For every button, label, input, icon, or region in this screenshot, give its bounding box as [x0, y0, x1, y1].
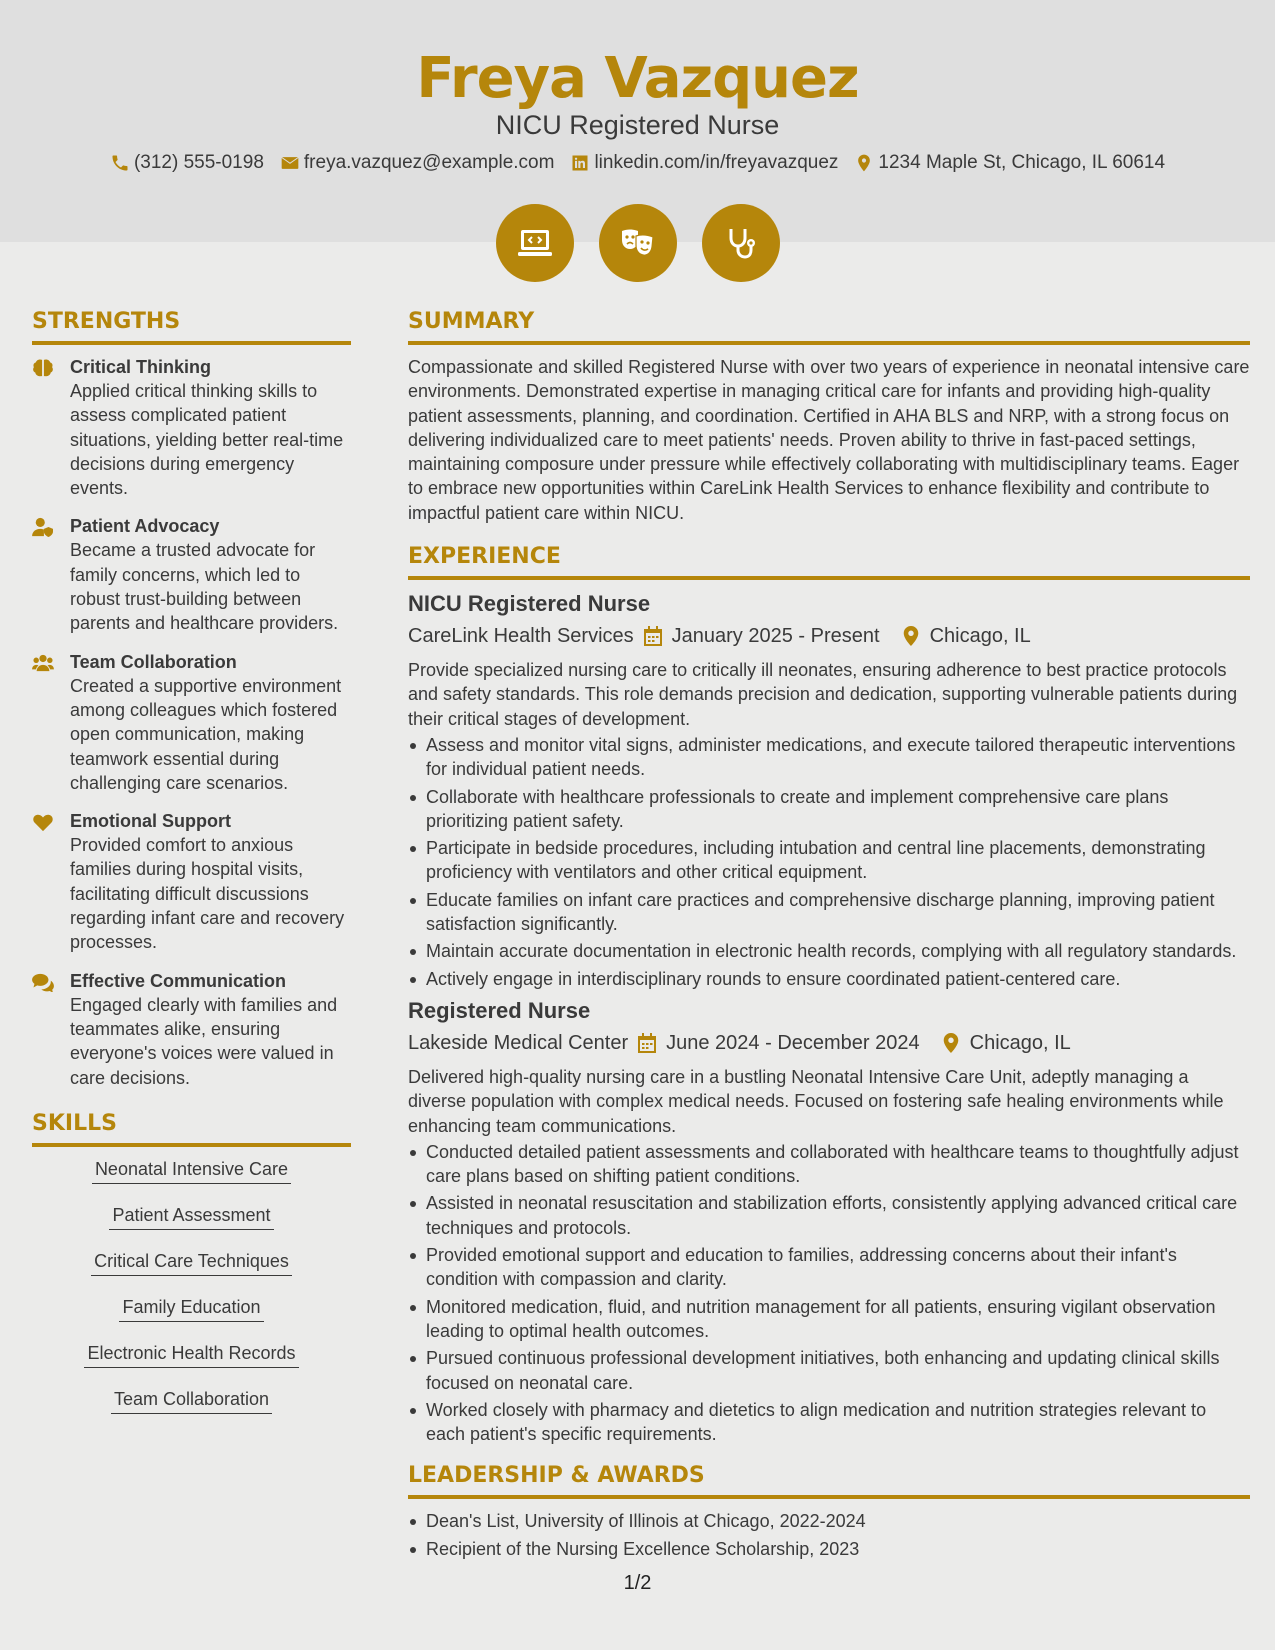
- job-description: Provide specialized nursing care to critically ill neonates, ensuring adherence to best practice protocols and safety standards. This role demands precision and dedication, supporting vulnerable patients during their critical stages of development.: [408, 660, 1238, 729]
- skill-item: Neonatal Intensive Care: [92, 1157, 291, 1184]
- strength-name: Team Collaboration: [70, 651, 237, 672]
- linkedin-icon: [570, 153, 590, 173]
- awards-heading: LEADERSHIP & AWARDS: [408, 1462, 1250, 1499]
- right-column: [408, 308, 1250, 1564]
- strength-desc: Created a supportive environment among colleagues which fostered open communication, making teamwork essential during challenging care scenarios.: [70, 675, 342, 793]
- job-title: Registered Nurse: [408, 997, 591, 1023]
- summary-heading: SUMMARY: [408, 308, 1250, 345]
- location-pin-icon: [854, 153, 874, 173]
- calendar-icon: [638, 1033, 656, 1053]
- email-text[interactable]: freya.vazquez@example.com: [303, 152, 555, 173]
- strength-desc: Provided comfort to anxious families during hospital visits, facilitating difficult discussions regarding infant care and recovery processes.: [70, 835, 345, 953]
- heart-icon: [32, 812, 54, 832]
- user-shield-icon: [32, 517, 54, 537]
- strength-desc: Applied critical thinking skills to assess complicated patient situations, yielding better real-time decisions during emergency events.: [70, 381, 344, 499]
- left-column: [32, 308, 351, 1433]
- contact-email: [280, 152, 555, 174]
- users-icon: [32, 653, 54, 673]
- experience-heading: EXPERIENCE: [408, 543, 1250, 580]
- laptop-code-badge: [496, 204, 574, 282]
- bullet-item: Monitored medication, fluid, and nutrition management for all patients, ensuring vigilant observation leading to optimal health outcomes.: [408, 1295, 1250, 1344]
- strength-desc: Became a trusted advocate for family concerns, which led to robust trust-building between parents and healthcare providers.: [70, 540, 339, 634]
- job-company: CareLink Health Services: [408, 625, 634, 648]
- award-item: Recipient of the Nursing Excellence Scholarship, 2023: [408, 1537, 1250, 1561]
- page-indicator: 1/2: [623, 1572, 652, 1594]
- stethoscope-badge: [702, 204, 780, 282]
- strength-item: [32, 650, 351, 795]
- skills-heading: SKILLS: [32, 1110, 351, 1147]
- strength-name: Emotional Support: [70, 811, 231, 832]
- strength-item: [32, 969, 351, 1090]
- strength-name: Patient Advocacy: [70, 516, 220, 537]
- awards-list: [408, 1509, 1250, 1561]
- job-title: NICU Registered Nurse: [408, 591, 651, 617]
- job-entry: [408, 997, 1250, 1446]
- job-description: Delivered high-quality nursing care in a bustling Neonatal Intensive Care Unit, adeptly managing a diverse population with complex medical needs. Focused on fostering safe healing environments while enhancing team communications.: [408, 1066, 1224, 1136]
- location-pin-icon: [942, 1033, 960, 1053]
- job-location: Chicago, IL: [969, 1031, 1071, 1054]
- bullet-item: Worked closely with pharmacy and dietetics to align medication and nutrition strategies relevant to each patient's specific requirements.: [408, 1398, 1250, 1447]
- bullet-item: Assisted in neonatal resuscitation and stabilization efforts, consistently applying advanced critical care techniques and protocols.: [408, 1191, 1250, 1240]
- strength-item: [32, 514, 351, 635]
- contact-phone: [110, 152, 264, 174]
- contact-linkedin: [570, 152, 838, 174]
- strength-name: Critical Thinking: [70, 357, 212, 377]
- stethoscope-icon: [721, 223, 761, 263]
- strength-desc: Engaged clearly with families and teammates alike, ensuring everyone's voices were valued in care decisions.: [70, 994, 338, 1088]
- comments-icon: [32, 972, 54, 992]
- laptop-code-icon: [515, 223, 555, 263]
- skill-item: Patient Assessment: [109, 1203, 273, 1230]
- summary-text: Compassionate and skilled Registered Nurse with over two years of experience in neonatal intensive care environments. Demonstrated expertise in managing critical care for infants and providing high-quality patient assessments, planning, and coordination. Certified in AHA BLS and NRP, with a strong focus on delivering individualized care to meet patients' needs. Proven ability to thrive in fast-paced settings, maintaining composure under pressure while effectively collaborating with multidisciplinary teams. Eager to embrace new opportunities within CareLink Health Services to enhance flexibility and contribute to impactful patient care within NICU.: [408, 357, 1250, 523]
- strength-item: [32, 355, 351, 500]
- skill-item: Team Collaboration: [111, 1387, 272, 1414]
- bullet-item: Educate families on infant care practices and comprehensive discharge planning, improving patient satisfaction significantly.: [408, 888, 1250, 937]
- location-pin-icon: [902, 626, 920, 646]
- job-location: Chicago, IL: [929, 625, 1031, 648]
- job-bullets: [408, 1140, 1250, 1447]
- bullet-item: Provided emotional support and education to families, addressing concerns about their infant's condition with compassion and clarity.: [408, 1243, 1250, 1292]
- brain-icon: [32, 358, 54, 378]
- linkedin-text[interactable]: linkedin.com/in/freyavazquez: [594, 152, 839, 173]
- strengths-heading: STRENGTHS: [32, 308, 351, 345]
- job-company: Lakeside Medical Center: [408, 1031, 629, 1054]
- address-text: 1234 Maple St, Chicago, IL 60614: [878, 152, 1166, 173]
- bullet-item: Pursued continuous professional development initiatives, both enhancing and updating clinical skills focused on neonatal care.: [408, 1346, 1250, 1395]
- bullet-item: Actively engage in interdisciplinary rounds to ensure coordinated patient-centered care.: [408, 967, 1250, 991]
- bullet-item: Assess and monitor vital signs, administer medications, and execute tailored therapeutic interventions for individual patient needs.: [408, 733, 1250, 782]
- phone-icon: [110, 153, 130, 173]
- bullet-item: Collaborate with healthcare professionals to create and implement comprehensive care plans prioritizing patient safety.: [408, 785, 1250, 834]
- skill-item: Critical Care Techniques: [91, 1249, 292, 1276]
- bullet-item: Maintain accurate documentation in electronic health records, complying with all regulatory standards.: [408, 939, 1250, 963]
- candidate-name: Freya Vazquez: [416, 46, 859, 111]
- masks-theater-icon: [618, 223, 658, 263]
- phone-text[interactable]: (312) 555-0198: [133, 152, 264, 173]
- job-dates: June 2024 - December 2024: [666, 1031, 920, 1054]
- calendar-icon: [644, 626, 662, 646]
- candidate-title: NICU Registered Nurse: [495, 110, 780, 140]
- job-dates: January 2025 - Present: [671, 625, 880, 648]
- strength-item: [32, 809, 351, 954]
- skills-list: [32, 1157, 351, 1433]
- job-meta: [408, 1029, 1250, 1057]
- theater-masks-badge: [599, 204, 677, 282]
- job-bullets: [408, 733, 1250, 991]
- skill-item: Family Education: [119, 1295, 263, 1322]
- job-entry: [408, 590, 1250, 991]
- job-meta: [408, 622, 1250, 650]
- award-item: Dean's List, University of Illinois at Chicago, 2022-2024: [408, 1509, 1250, 1533]
- envelope-icon: [280, 153, 300, 173]
- contact-address: [854, 152, 1165, 174]
- interest-badges: [0, 204, 1275, 282]
- bullet-item: Conducted detailed patient assessments and collaborated with healthcare teams to thoughtfully adjust care plans based on shifting patient conditions.: [408, 1140, 1250, 1189]
- bullet-item: Participate in bedside procedures, including intubation and central line placements, demonstrating proficiency with ventilators and other critical equipment.: [408, 836, 1250, 885]
- strength-name: Effective Communication: [70, 970, 287, 991]
- contact-bar: [0, 152, 1275, 174]
- skill-item: Electronic Health Records: [84, 1341, 298, 1368]
